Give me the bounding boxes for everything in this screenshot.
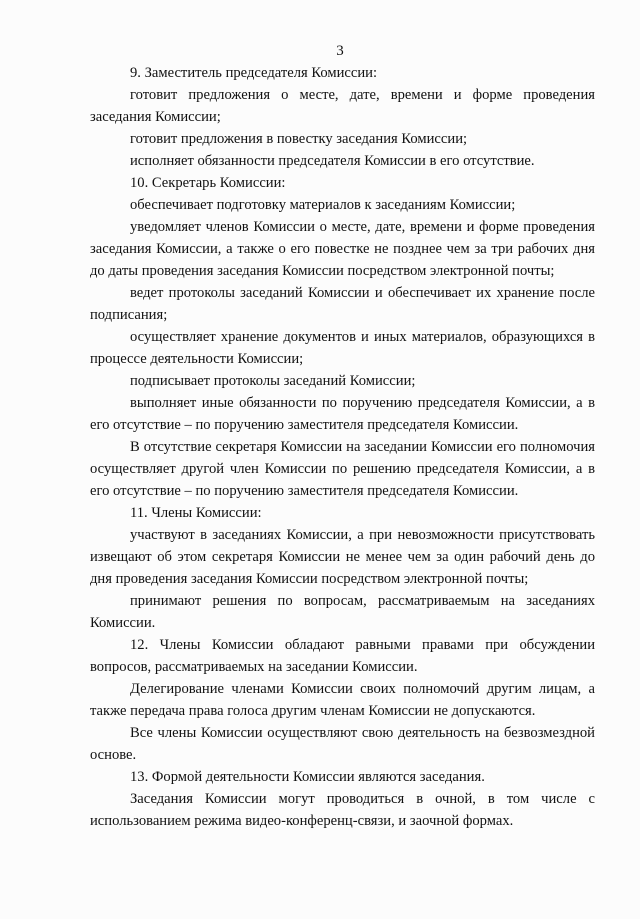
paragraph: обеспечивает подготовку материалов к заседаниям Комиссии; [130,197,516,213]
paragraph: ведет протоколы заседаний Комиссии и обеспечивает их хранение после подписания; [90,285,595,323]
paragraph: готовит предложения в повестку заседания Комиссии; [130,131,468,147]
section-heading-13: 13. Формой деятельности Комиссии являются заседания. [130,769,485,785]
paragraph: уведомляет членов Комиссии о месте, дате, времени и форме проведения заседания Комиссии, а также о его повестке не позднее чем за три рабочих дня до даты проведения заседания Комиссии посредством электронной почты; [90,219,595,279]
paragraph: выполняет иные обязанности по поручению председателя Комиссии, а в его отсутствие – по поручению заместителя председателя Комиссии. [90,395,595,433]
paragraph: готовит предложения о месте, дате, времени и форме проведения заседания Комиссии; [90,87,595,125]
paragraph: В отсутствие секретаря Комиссии на заседании Комиссии его полномочия осуществляет другой член Комиссии по решению председателя Комиссии, а в его отсутствие – по поручению заместителя председателя Комиссии. [90,439,595,499]
document-body [90,62,595,832]
section-heading-10: 10. Секретарь Комиссии: [130,175,286,191]
paragraph: осуществляет хранение документов и иных материалов, образующихся в процессе деятельности Комиссии; [90,329,595,367]
paragraph: Делегирование членами Комиссии своих полномочий другим лицам, а также передача права голоса другим членам Комиссии не допускаются. [90,681,595,719]
paragraph: исполняет обязанности председателя Комиссии в его отсутствие. [130,153,535,169]
paragraph: принимают решения по вопросам, рассматриваемым на заседаниях Комиссии. [90,593,595,631]
page-number: 3 [336,43,344,59]
paragraph: участвуют в заседаниях Комиссии, а при невозможности присутствовать извещают об этом секретаря Комиссии не менее чем за один рабочий день до дня проведения заседания Комиссии посредством электронной почты; [90,527,595,587]
paragraph: Все члены Комиссии осуществляют свою деятельность на безвозмездной основе. [90,725,595,763]
section-heading-9: 9. Заместитель председателя Комиссии: [130,65,378,81]
paragraph: подписывает протоколы заседаний Комиссии; [130,373,416,389]
paragraph: Заседания Комиссии могут проводиться в очной, в том числе с использованием режима видео-конференц-связи, и заочной формах. [90,791,595,829]
section-heading-11: 11. Члены Комиссии: [130,505,262,521]
section-heading-12: 12. Члены Комиссии обладают равными правами при обсуждении вопросов, рассматриваемых на заседании Комиссии. [90,637,595,675]
